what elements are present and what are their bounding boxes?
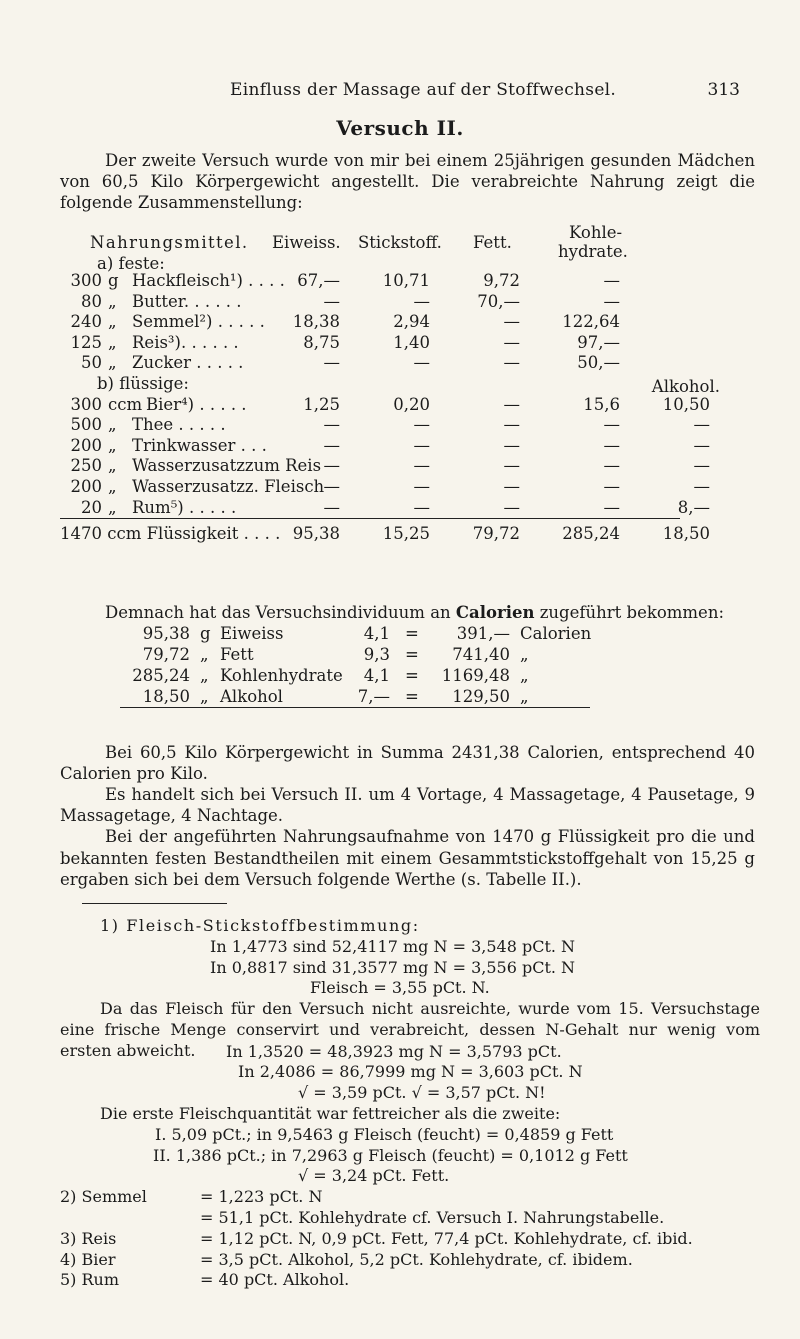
summary-p3: Bei der angeführten Nahrungsaufnahme von 1470 g Flüssigkeit pro die und bekannten festen Bestandtheilen mit einem Gesammtstickstoffgehalt von 15,25 g ergaben sich bei dem Versuch folgende Werthe (s. Tabelle II.). — [60, 827, 755, 889]
cell-fett: — — [503, 332, 520, 352]
cell-fett: — — [503, 476, 520, 496]
cell-stickstoff: — — [413, 497, 430, 517]
table-row — [60, 497, 760, 518]
cell-stickstoff: — — [413, 353, 430, 373]
cell-unit: „ — [108, 312, 117, 332]
cell-fett: 70,— — [477, 291, 520, 311]
cell-kohlehydrate: — — [603, 456, 620, 476]
cell-eiweiss: — — [323, 415, 340, 435]
cell-stickstoff: 0,20 — [393, 394, 430, 414]
cell-qty: 500 — [70, 415, 102, 435]
cell-kohlehydrate: — — [603, 415, 620, 435]
calorie-value: 741,40 — [452, 645, 510, 665]
table-row — [60, 414, 760, 435]
cell-stickstoff: — — [413, 435, 430, 455]
cell-qty: 300 — [70, 271, 102, 290]
liquid-rows — [60, 394, 760, 518]
cell-qty: 125 — [70, 332, 102, 352]
calorie-factor: 7,— — [357, 687, 390, 707]
summary-p1: Bei 60,5 Kilo Körpergewicht in Summa 2431,38 Calorien, entsprechend 40 Calorien pro Kilo. — [60, 743, 755, 784]
calorie-nutrient: Alkohol — [220, 687, 283, 707]
cell-eiweiss: 67,— — [297, 271, 340, 290]
cell-eiweiss: — — [323, 476, 340, 496]
footnote-1-paragraph: Da das Fleisch für den Versuch nicht ausreichte, wurde vom 15. Versuchstage eine frische Menge conservirt und verabreicht, dessen N-Gehalt nur wenig vom ersten abweicht. — [60, 999, 760, 1060]
cell-qty: 240 — [70, 312, 102, 332]
cell-food-name: Semmel²) . . . . . — [132, 312, 265, 332]
cell-kohlehydrate: — — [603, 271, 620, 290]
col-fett: Fett. — [473, 233, 512, 252]
cell-unit: g — [108, 271, 119, 290]
cell-kohlehydrate: — — [603, 291, 620, 311]
cell-stickstoff: — — [413, 476, 430, 496]
table-header — [60, 222, 760, 273]
total-fett: 79,72 — [472, 524, 520, 544]
cell-food-name: Wasserzusatzz. Fleisch — [132, 476, 325, 496]
cell-stickstoff: — — [413, 415, 430, 435]
footnote-1-line: In 2,4086 = 86,7999 mg N = 3,603 pCt. N — [238, 1062, 583, 1082]
cell-food-name: Hackfleisch¹) . . . . — [132, 271, 285, 290]
cell-kohlehydrate: 50,— — [577, 353, 620, 373]
summary-text — [60, 742, 755, 890]
nutrition-table — [60, 222, 760, 545]
footnote-2-line: = 51,1 pCt. Kohlehydrate cf. Versuch I. Nahrungstabelle. — [200, 1207, 665, 1227]
calorie-factor: 4,1 — [363, 624, 390, 644]
calorie-factor: 4,1 — [363, 666, 390, 686]
cell-food-name: Wasserzusatzzum Reis — [132, 456, 322, 476]
calorie-unit: „ — [200, 687, 209, 707]
table-row — [60, 476, 760, 497]
calorie-amount: 79,72 — [142, 645, 190, 665]
cell-unit: „ — [108, 415, 117, 435]
cell-kohlehydrate: — — [603, 497, 620, 517]
cell-alkohol: 10,50 — [662, 394, 710, 414]
cell-food-name: Trinkwasser . . . — [132, 435, 267, 455]
table-row — [60, 311, 760, 332]
cell-eiweiss: — — [323, 497, 340, 517]
cell-eiweiss: — — [323, 353, 340, 373]
table-row — [60, 291, 760, 312]
section-b-label: b) flüssige: — [97, 373, 189, 393]
cell-fett: — — [503, 312, 520, 332]
table-row — [60, 352, 760, 373]
calorie-row — [60, 644, 760, 665]
cell-food-name: Rum⁵) . . . . . — [132, 497, 237, 517]
calorie-unit: „ — [200, 666, 209, 686]
calorie-unit: „ — [200, 645, 209, 665]
cell-stickstoff: 2,94 — [393, 312, 430, 332]
cell-eiweiss: 1,25 — [303, 394, 340, 414]
cell-eiweiss: — — [323, 435, 340, 455]
cell-unit: ccm — [108, 394, 143, 414]
calorie-amount: 95,38 — [142, 624, 190, 644]
calorie-label: Calorien — [520, 624, 592, 644]
section-title: Versuch II. — [336, 116, 464, 140]
table-total-row — [60, 523, 760, 545]
cell-fett: — — [503, 353, 520, 373]
cell-fett: — — [503, 435, 520, 455]
cell-kohlehydrate: — — [603, 435, 620, 455]
calorie-factor: 9,3 — [363, 645, 390, 665]
cell-food-name: Zucker . . . . . — [132, 353, 244, 373]
cell-alkohol: — — [693, 476, 710, 496]
cell-alkohol: — — [693, 435, 710, 455]
cell-unit: „ — [108, 435, 117, 455]
cell-stickstoff: — — [413, 456, 430, 476]
summary-p2: Es handelt sich bei Versuch II. um 4 Vortage, 4 Massagetage, 4 Pausetage, 9 Massagetage, 4 Nachtage. — [60, 785, 755, 826]
cell-qty: 200 — [70, 435, 102, 455]
footnote-rule — [82, 903, 227, 904]
total-eiweiss: 95,38 — [292, 524, 340, 544]
calorie-label: „ — [520, 645, 529, 665]
table-row — [60, 270, 760, 291]
total-label: 1470 ccm Flüssigkeit . . . . — [60, 524, 281, 544]
calorie-intro-a: Demnach hat das Versuchsindividuum an — [105, 603, 451, 622]
cell-fett: 9,72 — [483, 271, 520, 290]
running-title: Einfluss der Massage auf der Stoffwechsel. — [230, 80, 617, 100]
calorie-equals: = — [405, 666, 419, 686]
total-kohle: 285,24 — [562, 524, 620, 544]
table-total-rule — [60, 518, 680, 522]
cell-alkohol: — — [693, 456, 710, 476]
footnote-1-line: In 1,3520 = 48,3923 mg N = 3,5793 pCt. — [226, 1041, 562, 1061]
cell-food-name: Thee . . . . . — [132, 415, 226, 435]
footnote-1-line: Fleisch = 3,55 pCt. N. — [310, 978, 490, 998]
cell-eiweiss: 18,38 — [292, 312, 340, 332]
cell-stickstoff: — — [413, 291, 430, 311]
col-food: Nahrungsmittel. — [90, 233, 249, 252]
calorie-label: „ — [520, 687, 529, 707]
col-kohle-1: Kohle- — [569, 223, 623, 242]
calorie-label: „ — [520, 666, 529, 686]
total-stickstoff: 15,25 — [382, 524, 430, 544]
page-number: 313 — [707, 80, 740, 100]
calorie-amount: 18,50 — [142, 687, 190, 707]
col-alkohol: Alkohol. — [651, 376, 720, 396]
calorie-equals: = — [405, 687, 419, 707]
col-kohle-2: hydrate. — [558, 242, 628, 261]
cell-fett: — — [503, 394, 520, 414]
footnote-1-line: In 1,4773 sind 52,4117 mg N = 3,548 pCt. N — [210, 936, 576, 956]
calorie-rows — [60, 623, 760, 707]
calorie-equals: = — [405, 624, 419, 644]
solid-rows — [60, 270, 760, 373]
cell-alkohol: — — [693, 415, 710, 435]
footnote-1-line: II. 1,386 pCt.; in 7,2963 g Fleisch (feucht) = 0,1012 g Fett — [153, 1145, 628, 1165]
calorie-intro-bold: Calorien — [455, 603, 535, 622]
calorie-intro-b: zugeführt bekommen: — [539, 603, 725, 622]
cell-fett: — — [503, 497, 520, 517]
cell-eiweiss: — — [323, 456, 340, 476]
cell-unit: „ — [108, 476, 117, 496]
cell-food-name: Butter. . . . . . — [132, 291, 242, 311]
footnote-1-paragraph-2: Die erste Fleischquantität war fettreicher als die zweite: — [100, 1103, 561, 1123]
cell-qty: 20 — [81, 497, 102, 517]
cell-unit: „ — [108, 497, 117, 517]
intro-paragraph — [60, 150, 755, 213]
cell-food-name: Reis³). . . . . . — [132, 332, 239, 352]
liquid-subheader — [60, 373, 760, 394]
cell-stickstoff: 1,40 — [393, 332, 430, 352]
cell-kohlehydrate: 122,64 — [562, 312, 620, 332]
col-food-sub: a) feste: — [97, 254, 165, 273]
cell-stickstoff: 10,71 — [382, 271, 430, 290]
cell-eiweiss: — — [323, 291, 340, 311]
intro-text: Der zweite Versuch wurde von mir bei einem 25jährigen gesunden Mädchen von 60,5 Kilo Körpergewicht angestellt. Die verabreichte Nahrung zeigt die folgende Zusammenstellung: — [60, 151, 755, 213]
calorie-row — [60, 686, 760, 707]
table-row — [60, 394, 760, 415]
table-row — [60, 435, 760, 456]
calorie-value: 129,50 — [452, 687, 510, 707]
cell-unit: „ — [108, 332, 117, 352]
cell-fett: — — [503, 415, 520, 435]
calorie-rule — [120, 707, 590, 710]
calorie-unit: g — [200, 624, 211, 644]
cell-kohlehydrate: 97,— — [577, 332, 620, 352]
cell-food-name: Bier⁴) . . . . . — [146, 394, 247, 414]
footnote-1-line: √ = 3,59 pCt. √ = 3,57 pCt. N! — [298, 1083, 546, 1103]
cell-fett: — — [503, 456, 520, 476]
table-row — [60, 332, 760, 353]
calorie-equals: = — [405, 645, 419, 665]
total-alkohol: 18,50 — [662, 524, 710, 544]
cell-kohlehydrate: 15,6 — [583, 394, 620, 414]
calorie-nutrient: Eiweiss — [220, 624, 284, 644]
running-head — [90, 80, 740, 104]
calorie-block — [60, 602, 760, 710]
cell-kohlehydrate: — — [603, 476, 620, 496]
footnote-1-line: √ = 3,24 pCt. Fett. — [298, 1166, 450, 1186]
cell-alkohol: 8,— — [677, 497, 710, 517]
footnote-4: 4) Bier = 3,5 pCt. Alkohol, 5,2 pCt. Kohlehydrate, cf. ibidem. — [60, 1249, 633, 1269]
col-eiweiss: Eiweiss. — [272, 233, 341, 252]
calorie-nutrient: Fett — [220, 645, 254, 665]
calorie-value: 1169,48 — [441, 666, 510, 686]
footnote-1-title: 1) Fleisch-Stickstoffbestimmung: — [100, 916, 420, 935]
cell-eiweiss: 8,75 — [303, 332, 340, 352]
col-stickstoff: Stickstoff. — [358, 233, 442, 252]
calorie-intro — [60, 602, 760, 623]
cell-qty: 250 — [70, 456, 102, 476]
calorie-value: 391,— — [456, 624, 510, 644]
footnote-2: 2) Semmel = 1,223 pCt. N — [60, 1187, 323, 1207]
footnote-3: 3) Reis = 1,12 pCt. N, 0,9 pCt. Fett, 77,4 pCt. Kohlehydrate, cf. ibid. — [60, 1228, 693, 1248]
cell-qty: 300 — [70, 394, 102, 414]
cell-qty: 50 — [81, 353, 102, 373]
footnote-5: 5) Rum = 40 pCt. Alkohol. — [60, 1270, 350, 1290]
table-row — [60, 455, 760, 476]
footnote-1-line: I. 5,09 pCt.; in 9,5463 g Fleisch (feucht) = 0,4859 g Fett — [155, 1124, 614, 1144]
cell-qty: 80 — [81, 291, 102, 311]
cell-unit: „ — [108, 456, 117, 476]
calorie-amount: 285,24 — [132, 666, 190, 686]
footnote-1-line: In 0,8817 sind 31,3577 mg N = 3,556 pCt. N — [210, 957, 576, 977]
cell-qty: 200 — [70, 476, 102, 496]
footnotes — [60, 916, 760, 1291]
calorie-nutrient: Kohlenhydrate — [220, 666, 343, 686]
cell-unit: „ — [108, 291, 117, 311]
calorie-row — [60, 665, 760, 686]
cell-unit: „ — [108, 353, 117, 373]
calorie-row — [60, 623, 760, 644]
